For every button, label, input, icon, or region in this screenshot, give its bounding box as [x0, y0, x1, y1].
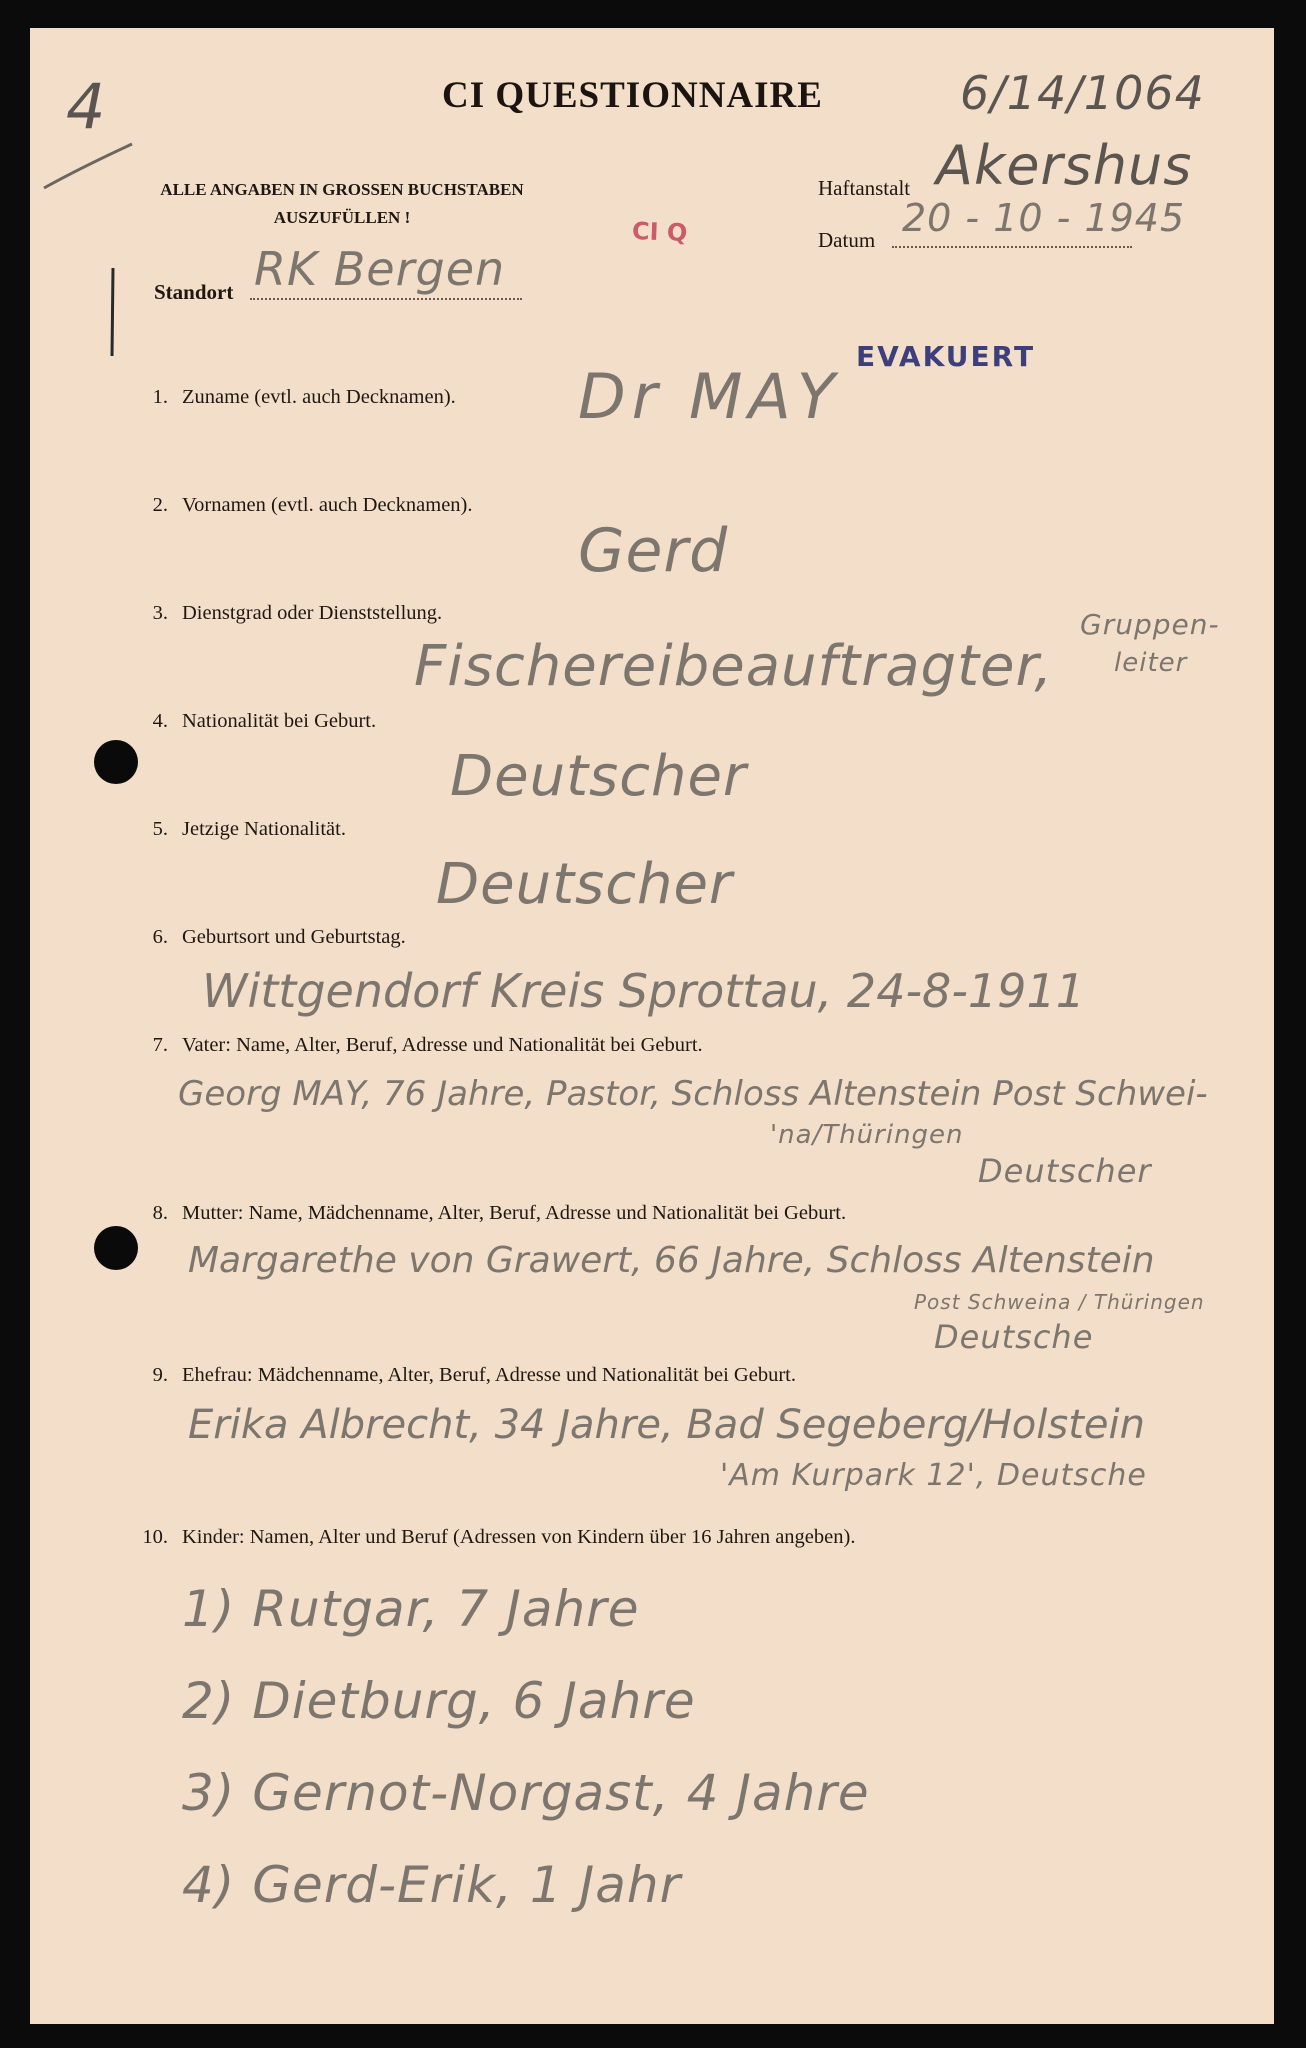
question-number: 4. — [152, 710, 168, 732]
question-label: Dienstgrad oder Dienststellung. — [182, 602, 443, 624]
haftanstalt-label: Haftanstalt — [818, 176, 911, 200]
question-label: Zuname (evtl. auch Decknamen). — [182, 386, 456, 408]
corner-slash-mark — [40, 138, 140, 198]
question-number: 8. — [152, 1202, 168, 1224]
answer-8-line-1: Margarethe von Grawert, 66 Jahre, Schloss Altenstein — [188, 1240, 1155, 1281]
datum-label: Datum — [818, 228, 876, 252]
instructions — [156, 176, 528, 232]
question-1 — [134, 386, 456, 409]
question-number: 1. — [152, 386, 168, 408]
question-number: 5. — [152, 818, 168, 840]
reference-number: 6/14/1064 — [960, 66, 1205, 120]
standort-value: RK Bergen — [254, 242, 506, 296]
standort-label: Standort — [154, 280, 234, 304]
question-label: Jetzige Nationalität. — [182, 818, 346, 840]
answer-8-line-2: Post Schweina / Thüringen — [914, 1290, 1205, 1314]
answer-3-extra-2: leiter — [1114, 648, 1188, 678]
answer-7-line-2: 'na/Thüringen — [770, 1120, 964, 1150]
answer-9-line-2: 'Am Kurpark 12', Deutsche — [720, 1458, 1147, 1493]
corner-number: 4 — [66, 70, 107, 143]
answer-3-extra-1: Gruppen- — [1080, 608, 1220, 641]
answer-7-line-3: Deutscher — [978, 1152, 1152, 1190]
standort-line — [250, 298, 522, 300]
question-number: 2. — [152, 494, 168, 516]
question-9 — [134, 1364, 796, 1387]
question-8 — [134, 1202, 846, 1225]
child-3: 3) Gernot-Norgast, 4 Jahre — [182, 1764, 870, 1822]
answer-3: Fischereibeauftragter, — [414, 634, 1054, 699]
question-label: Vater: Name, Alter, Beruf, Adresse und Nationalität bei Geburt. — [182, 1034, 703, 1056]
question-number: 9. — [152, 1364, 168, 1386]
margin-tick-mark — [108, 260, 118, 360]
question-3 — [134, 602, 442, 625]
haftanstalt-value: Akershus — [936, 134, 1193, 197]
punch-hole-top — [94, 740, 138, 784]
question-6 — [134, 926, 406, 949]
question-label: Ehefrau: Mädchenname, Alter, Beruf, Adresse und Nationalität bei Geburt. — [182, 1364, 796, 1386]
question-label: Vornamen (evtl. auch Decknamen). — [182, 494, 473, 516]
question-4 — [134, 710, 376, 733]
punch-hole-bottom — [94, 1226, 138, 1270]
page-title: CI QUESTIONNAIRE — [442, 75, 823, 116]
question-label: Mutter: Name, Mädchenname, Alter, Beruf, Adresse und Nationalität bei Geburt. — [182, 1202, 847, 1224]
ci-stamp: CI Q — [631, 217, 688, 247]
evakuert-stamp: EVAKUERT — [856, 340, 1036, 373]
answer-1: Dr MAY — [578, 360, 841, 433]
child-4: 4) Gerd-Erik, 1 Jahr — [182, 1856, 682, 1914]
question-label: Nationalität bei Geburt. — [182, 710, 377, 732]
question-number: 3. — [152, 602, 168, 624]
question-10 — [134, 1526, 855, 1549]
answer-8-line-3: Deutsche — [934, 1318, 1094, 1356]
answer-6: Wittgendorf Kreis Sprottau, 24-8-1911 — [202, 964, 1085, 1018]
child-2: 2) Dietburg, 6 Jahre — [182, 1672, 696, 1730]
question-number: 10. — [142, 1526, 168, 1548]
question-number: 7. — [152, 1034, 168, 1056]
child-1: 1) Rutgar, 7 Jahre — [182, 1580, 640, 1638]
instructions-line-1: ALLE ANGABEN IN GROSSEN BUCHSTABEN — [160, 180, 524, 199]
answer-2: Gerd — [578, 516, 729, 586]
question-2 — [134, 494, 473, 517]
question-5 — [134, 818, 346, 841]
datum-value: 20 - 10 - 1945 — [902, 196, 1186, 240]
question-7 — [134, 1034, 703, 1057]
datum-line — [892, 246, 1132, 248]
answer-4: Deutscher — [450, 744, 747, 809]
question-label: Kinder: Namen, Alter und Beruf (Adressen von Kindern über 16 Jahren angeben). — [182, 1526, 856, 1548]
answer-5: Deutscher — [436, 852, 733, 917]
answer-7-line-1: Georg MAY, 76 Jahre, Pastor, Schloss Altenstein Post Schwei- — [178, 1074, 1208, 1114]
instructions-line-2: AUSZUFÜLLEN ! — [273, 208, 411, 227]
question-label: Geburtsort und Geburtstag. — [182, 926, 406, 948]
questionnaire-page — [30, 28, 1274, 2024]
answer-9-line-1: Erika Albrecht, 34 Jahre, Bad Segeberg/Holstein — [188, 1402, 1145, 1448]
question-number: 6. — [152, 926, 168, 948]
